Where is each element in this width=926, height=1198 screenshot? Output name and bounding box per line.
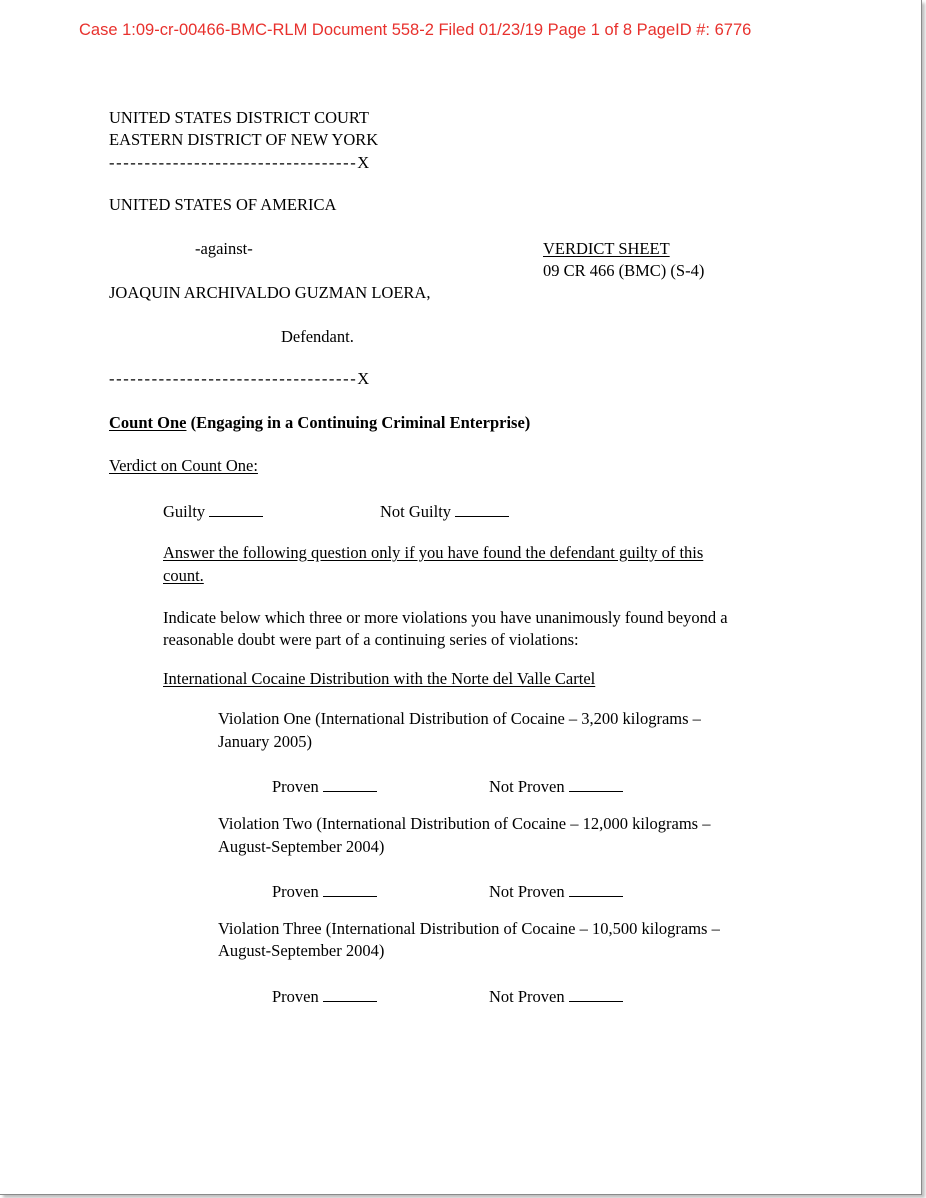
violation-two-proven [272,882,377,901]
guilty-label: Guilty [163,502,206,521]
violation-one-line-1: Violation One (International Distribution of Cocaine – 3,200 kilograms – [218,709,701,728]
section-heading: International Cocaine Distribution with the Norte del Valle Cartel [163,669,596,688]
not-proven-blank[interactable] [569,987,623,1002]
guilty-option [163,502,263,521]
instruction-line-2: count. [163,566,204,585]
not-guilty-label: Not Guilty [380,502,452,521]
not-guilty-option [380,502,509,521]
count-title-rest: (Engaging in a Continuing Criminal Enterprise) [186,413,531,432]
document-title: VERDICT SHEET [543,239,670,258]
not-proven-label: Not Proven [489,882,565,901]
indicate-line-1: Indicate below which three or more violations you have unanimously found beyond a [163,608,728,627]
caption-separator-bottom: -----------------------------------X [109,369,371,388]
not-proven-blank[interactable] [569,882,623,897]
violation-two-line-2: August-September 2004) [218,837,385,856]
caption-separator-top: -----------------------------------X [109,153,371,172]
violation-three-line-1: Violation Three (International Distribution of Cocaine – 10,500 kilograms – [218,919,720,938]
indicate-line-2: reasonable doubt were part of a continuing series of violations: [163,630,579,649]
count-title [109,415,530,432]
violation-one-line-2: January 2005) [218,732,312,751]
against-label: -against- [195,239,253,258]
proven-blank[interactable] [323,882,377,897]
court-district: EASTERN DISTRICT OF NEW YORK [109,130,379,149]
defendant-label: Defendant. [281,327,354,346]
plaintiff-name: UNITED STATES OF AMERICA [109,195,337,214]
proven-label: Proven [272,987,319,1006]
court-name: UNITED STATES DISTRICT COURT [109,108,370,127]
verdict-label: Verdict on Count One: [109,456,258,475]
violation-three-line-2: August-September 2004) [218,941,385,960]
proven-blank[interactable] [323,777,377,792]
instruction-line-1: Answer the following question only if you have found the defendant guilty of this [163,543,704,562]
not-proven-label: Not Proven [489,987,565,1006]
violation-two-line-1: Violation Two (International Distribution of Cocaine – 12,000 kilograms – [218,814,711,833]
case-number: 09 CR 466 (BMC) (S-4) [543,261,705,280]
proven-label: Proven [272,882,319,901]
violation-three-not-proven [489,987,623,1006]
not-proven-label: Not Proven [489,777,565,796]
violation-one-not-proven [489,777,623,796]
proven-label: Proven [272,777,319,796]
violation-one-proven [272,777,377,796]
violation-three-proven [272,987,377,1006]
count-title-underlined: Count One [109,413,187,432]
guilty-blank[interactable] [209,502,263,517]
filing-header: Case 1:09-cr-00466-BMC-RLM Document 558-2 Filed 01/23/19 Page 1 of 8 PageID #: 6776 [79,21,752,39]
defendant-name: JOAQUIN ARCHIVALDO GUZMAN LOERA, [109,283,431,302]
not-proven-blank[interactable] [569,777,623,792]
not-guilty-blank[interactable] [455,502,509,517]
violation-two-not-proven [489,882,623,901]
proven-blank[interactable] [323,987,377,1002]
